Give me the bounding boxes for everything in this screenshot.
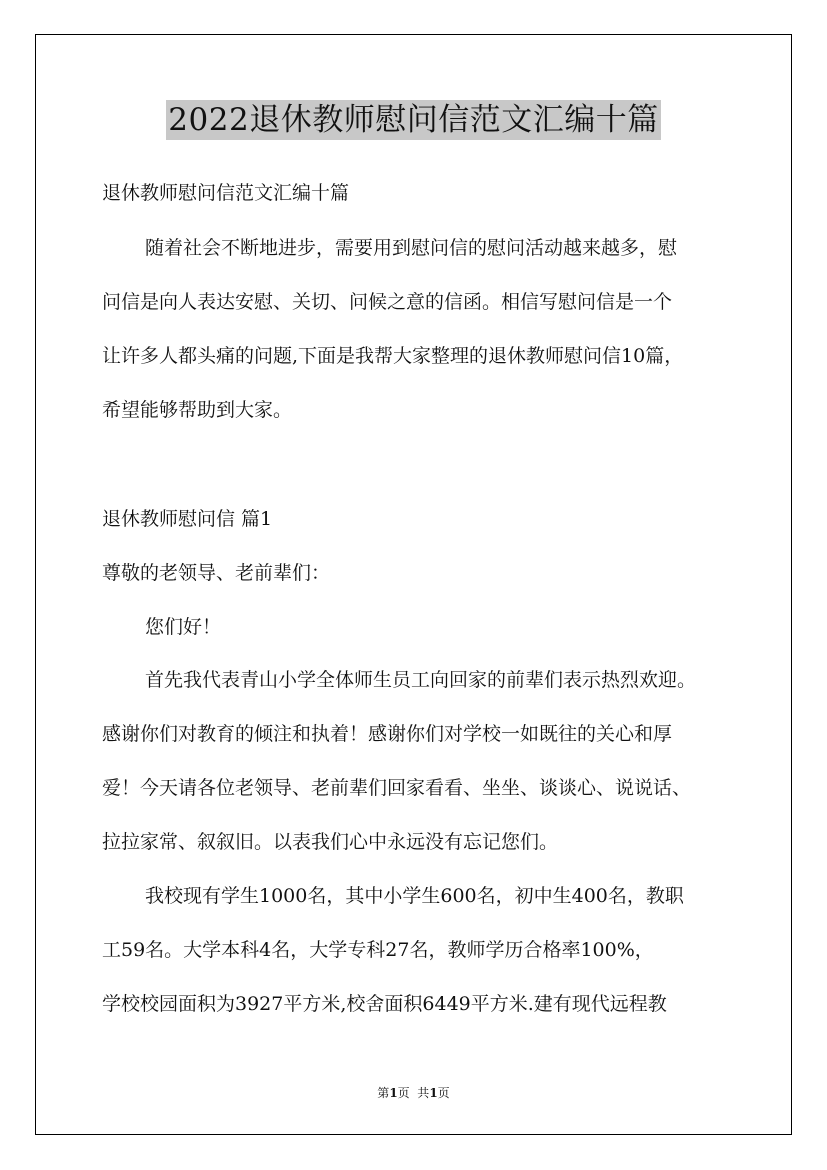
salutation: 尊敬的老领导、老前辈们： <box>102 562 331 584</box>
intro-line-2: 问信是向人表达安慰、关切、问候之意的信函。相信写慰问信是一个 <box>102 291 673 313</box>
section-heading: 退休教师慰问信 篇1 <box>102 508 273 530</box>
document-title: 2022退休教师慰问信范文汇编十篇 <box>168 102 659 138</box>
para1-line-3: 爱！今天请各位老领导、老前辈们回家看看、坐坐、谈谈心、说说话、 <box>102 777 692 799</box>
intro-line-1: 随着社会不断地进步，需要用到慰问信的慰问活动越来越多，慰 <box>145 237 678 259</box>
footer-page-number: 1 <box>389 1086 398 1100</box>
para2-line-2: 工59名。大学本科4名，大学专科27名，教师学历合格率100%， <box>102 939 654 961</box>
greeting: 您们好！ <box>145 616 222 638</box>
para1-line-4: 拉拉家常、叙叙旧。以表我们心中永远没有忘记您们。 <box>102 831 559 853</box>
para2-line-1: 我校现有学生1000名，其中小学生600名，初中生400名，教职 <box>145 885 684 907</box>
intro-line-4: 希望能够帮助到大家。 <box>102 399 293 421</box>
subtitle: 退休教师慰问信范文汇编十篇 <box>102 182 350 204</box>
footer-suffix: 页 <box>437 1086 450 1100</box>
intro-line-3: 让许多人都头痛的问题,下面是我帮大家整理的退休教师慰问信10篇， <box>102 345 684 367</box>
para1-line-1: 首先我代表青山小学全体师生员工向回家的前辈们表示热烈欢迎。 <box>145 669 697 691</box>
footer-mid: 页 共 <box>397 1086 430 1100</box>
page-footer <box>0 1085 827 1101</box>
footer-prefix: 第 <box>377 1086 390 1100</box>
title-container <box>0 100 827 140</box>
footer-total-pages: 1 <box>429 1086 438 1100</box>
para2-line-3: 学校校园面积为3927平方米,校舍面积6449平方米.建有现代远程教 <box>102 993 667 1015</box>
para1-line-2: 感谢你们对教育的倾注和执着！感谢你们对学校一如既往的关心和厚 <box>102 723 673 745</box>
